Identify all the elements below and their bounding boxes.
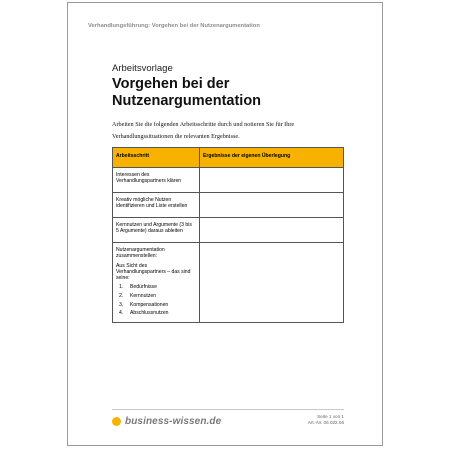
sub-step-list — [116, 283, 196, 317]
intro-paragraph — [112, 119, 342, 143]
document-subtitle: Arbeitsvorlage — [112, 63, 173, 74]
step-text: Interessen des — [116, 172, 150, 178]
list-item: Bedürfnisse — [130, 284, 157, 291]
result-cell[interactable] — [200, 218, 344, 243]
title-line-1: Vorgehen bei der — [112, 76, 230, 92]
step-cell — [113, 218, 200, 243]
page-number: Seite 1 von 1 — [317, 414, 344, 419]
table-header-row — [113, 148, 344, 168]
list-item: Abschlussnutzen — [130, 310, 169, 317]
intro-line-2: Verhandlungssituationen die relevanten Ergebnisse. — [112, 133, 240, 140]
step-text: identifizieren und Liste erstellen — [116, 203, 188, 210]
table-row — [113, 168, 344, 193]
table-row — [113, 218, 344, 243]
logo-dot-icon — [112, 417, 121, 426]
document-title — [112, 76, 332, 110]
document-page — [67, 2, 383, 446]
title-line-2: Nutzenargumentation — [112, 93, 262, 109]
intro-line-1: Arbeiten Sie die folgenden Arbeitsschritte durch und notieren Sie für Ihre — [112, 121, 295, 128]
step-text: Verhandlungspartners – das sind — [116, 268, 191, 275]
step-text: Kernnutzen und Argumente (3 bis — [116, 222, 192, 228]
table-row — [113, 193, 344, 218]
step-text: Aus Sicht des — [116, 262, 148, 269]
footer-divider — [112, 409, 344, 410]
table-row — [113, 243, 344, 323]
column-header-step: Arbeitsschritt — [113, 148, 200, 168]
result-cell[interactable] — [200, 168, 344, 193]
logo-text: business-wissen.de — [125, 416, 222, 427]
step-text: zusammenstellen: — [116, 253, 158, 260]
step-cell — [113, 193, 200, 218]
column-header-results: Ergebnisse der eigenen Überlegung — [200, 148, 344, 168]
running-header: Verhandlungsführung: Vorgehen bei der Nutzenargumentation — [88, 23, 260, 29]
result-cell[interactable] — [200, 193, 344, 218]
list-item: Kernnutzen — [130, 293, 157, 300]
step-text: Kreativ mögliche Nutzen — [116, 197, 172, 203]
article-number: Art.-Nr. 06.022.06 — [307, 420, 344, 426]
step-cell — [113, 168, 200, 193]
worksheet-table — [112, 147, 344, 323]
step-text: Nutzenargumentation — [116, 247, 165, 253]
step-text: Verhandlungspartners klären — [116, 178, 182, 185]
result-cell[interactable] — [200, 243, 344, 323]
list-item: Kompensationen — [130, 301, 169, 308]
step-text: 5 Argumente) daraus ableiten — [116, 228, 183, 235]
footer-meta — [308, 414, 344, 427]
brand-logo[interactable] — [112, 416, 221, 427]
step-text: seine: — [116, 275, 130, 282]
step-cell — [113, 243, 200, 323]
